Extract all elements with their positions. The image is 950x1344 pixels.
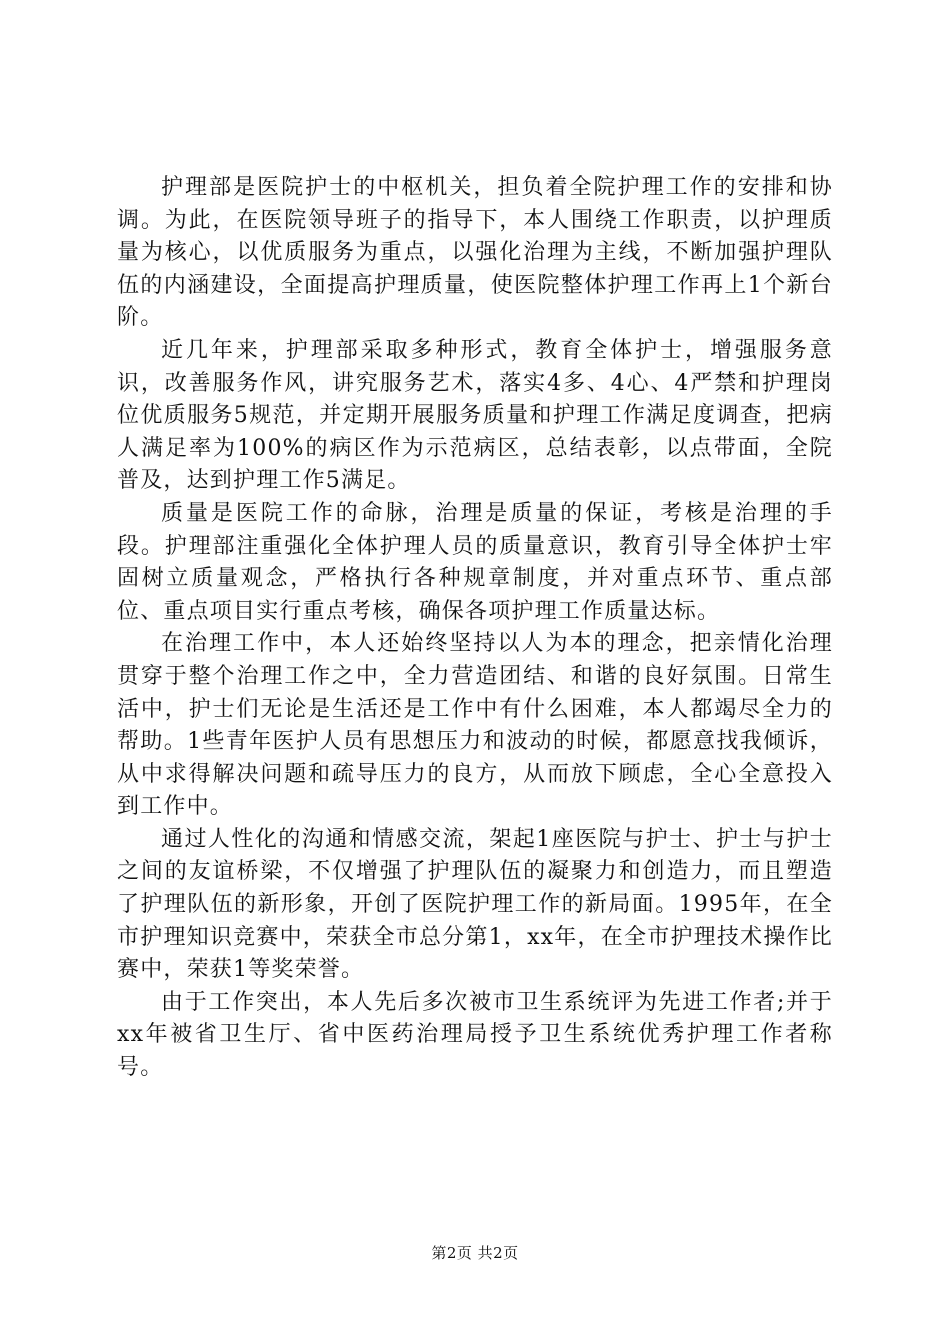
paragraph-2: 近几年来，护理部采取多种形式，教育全体护士，增强服务意识，改善服务作风，讲究服务艺术，落实4多、4心、4严禁和护理岗位优质服务5规范，并定期开展服务质量和护理工作满足度调查，把病人满足率为100%的病区作为示范病区，总结表彰，以点带面，全院普及，达到护理工作5满足。 bbox=[117, 337, 833, 494]
paragraph-1: 护理部是医院护士的中枢机关，担负着全院护理工作的安排和协调。为此，在医院领导班子的指导下，本人围绕工作职责，以护理质量为核心，以优质服务为重点，以强化治理为主线，不断加强护理队伍的内涵建设，全面提高护理质量，使医院整体护理工作再上1个新台阶。 bbox=[117, 175, 833, 331]
paragraph-3: 质量是医院工作的命脉，治理是质量的保证，考核是治理的手段。护理部注重强化全体护理人员的质量意识，教育引导全体护士牢固树立质量观念，严格执行各种规章制度，并对重点环节、重点部位、重点项目实行重点考核，确保各项护理工作质量达标。 bbox=[117, 500, 833, 624]
paragraph-6: 由于工作突出，本人先后多次被市卫生系统评为先进工作者;并于xx年被省卫生厅、省中医药治理局授予卫生系统优秀护理工作者称号。 bbox=[117, 989, 833, 1081]
page-footer: 第2页 共2页 bbox=[431, 1244, 519, 1262]
document-body bbox=[117, 172, 833, 1085]
paragraph-4: 在治理工作中，本人还始终坚持以人为本的理念，把亲情化治理贯穿于整个治理工作之中，全力营造团结、和谐的良好氛围。日常生活中，护士们无论是生活还是工作中有什么困难，本人都竭尽全力的帮助。1些青年医护人员有思想压力和波动的时候，都愿意找我倾诉，从中求得解决问题和疏导压力的良方，从而放下顾虑，全心全意投入到工作中。 bbox=[117, 631, 833, 820]
paragraph-5: 通过人性化的沟通和情感交流，架起1座医院与护士、护士与护士之间的友谊桥梁，不仅增强了护理队伍的凝聚力和创造力，而且塑造了护理队伍的新形象，开创了医院护理工作的新局面。1995年，在全市护理知识竞赛中，荣获全市总分第1，xx年，在全市护理技术操作比赛中，荣获1等奖荣誉。 bbox=[117, 826, 833, 983]
